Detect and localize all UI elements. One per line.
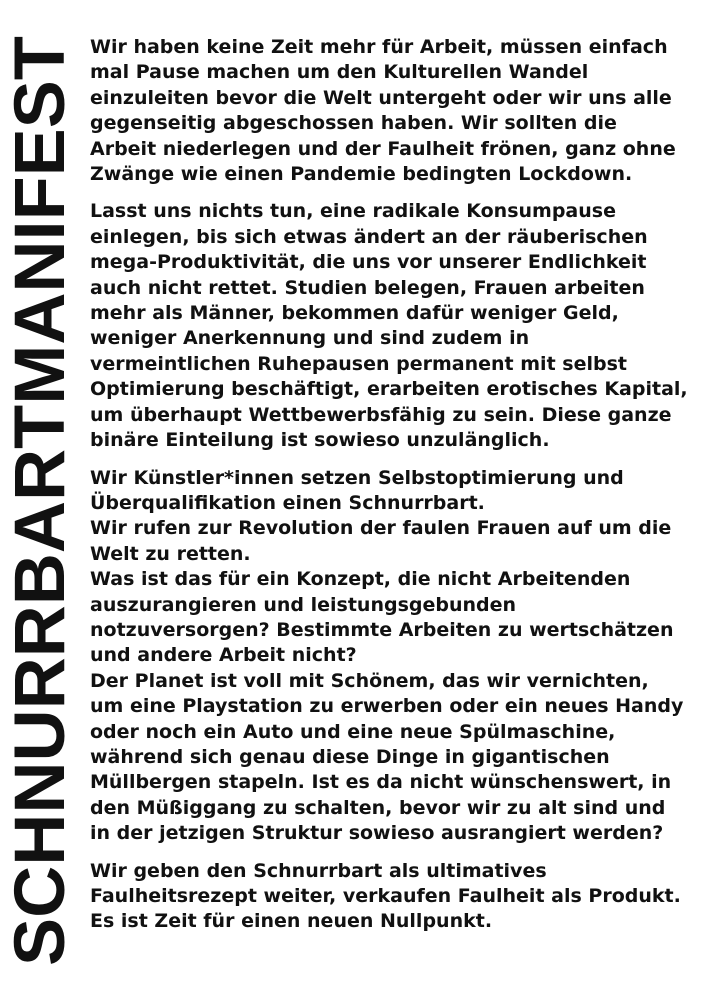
text-line: vermeintlichen Ruhepausen permanent mit selbst [90, 352, 627, 375]
text-line: in der jetzigen Struktur sowieso ausrangiert werden? [90, 822, 664, 845]
text-line: Müllbergen stapeln. Ist es da nicht wünschenswert, in [90, 771, 672, 794]
text-line: Wir rufen zur Revolution der faulen Frauen auf um die [90, 517, 672, 540]
title-text: SCHNURRBARTMANIFEST [1, 50, 80, 966]
text-line: während sich genau diese Dinge in gigantischen [90, 745, 610, 768]
text-line: Der Planet ist voll mit Schönem, das wir vernichten, [90, 669, 649, 692]
text-line: Wir geben den Schnurrbart als ultimatives [90, 859, 547, 882]
manifesto-body [90, 35, 696, 947]
text-line: Wir haben keine Zeit mehr für Arbeit, müssen einfach [90, 36, 668, 58]
vertical-title [1, 26, 80, 976]
paragraph [90, 859, 696, 935]
text-line: Überqualifikation einen Schnurrbart. [90, 491, 485, 514]
paragraph [90, 199, 696, 453]
text-line: um eine Playstation zu erwerben oder ein neues Handy [90, 695, 684, 718]
text-line: Zwänge wie einen Pandemie bedingten Lockdown. [90, 163, 633, 186]
paragraph [90, 35, 696, 187]
text-line: Lasst uns nichts tun, eine radikale Konsumpause [90, 200, 616, 223]
text-line: auch nicht rettet. Studien belegen, Frauen arbeiten [90, 276, 645, 299]
text-line: mega-Produktivität, die uns vor unserer Endlichkeit [90, 251, 647, 274]
text-line: mehr als Männer, bekommen dafür weniger Geld, [90, 302, 619, 325]
text-line: und andere Arbeit nicht? [90, 644, 357, 667]
paragraph [90, 466, 696, 847]
vertical-title-svg [1, 26, 80, 976]
text-line: notzuversorgen? Bestimmte Arbeiten zu wertschätzen [90, 618, 674, 641]
text-line: einzuleiten bevor die Welt untergeht oder wir uns alle [90, 86, 672, 109]
text-line: auszurangieren und leistungsgebunden [90, 593, 517, 616]
text-line: einlegen, bis sich etwas ändert an der räuberischen [90, 225, 648, 248]
text-line: mal Pause machen um den Kulturellen Wandel [90, 61, 589, 84]
text-line: Welt zu retten. [90, 542, 251, 565]
text-line: gegenseitig abgeschossen haben. Wir sollten die [90, 112, 617, 135]
text-line: binäre Einteilung ist sowieso unzulänglich. [90, 429, 550, 452]
text-line: Wir Künstler*innen setzen Selbstoptimierung und [90, 466, 624, 489]
text-line: Arbeit niederlegen und der Faulheit frönen, ganz ohne [90, 137, 676, 160]
text-line: Es ist Zeit für einen neuen Nullpunkt. [90, 910, 493, 933]
text-line: Optimierung beschäftigt, erarbeiten erotisches Kapital, [90, 378, 688, 401]
text-line: weniger Anerkennung und sind zudem in [90, 327, 530, 350]
text-line: oder noch ein Auto und eine neue Spülmaschine, [90, 720, 616, 743]
text-line: den Müßiggang zu schalten, bevor wir zu alt sind und [90, 796, 666, 819]
text-line: Faulheitsrezept weiter, verkaufen Faulheit als Produkt. [90, 885, 681, 907]
text-line: um überhaupt Wettbewerbsfähig zu sein. Diese ganze [90, 403, 672, 426]
text-line: Was ist das für ein Konzept, die nicht Arbeitenden [90, 568, 631, 591]
